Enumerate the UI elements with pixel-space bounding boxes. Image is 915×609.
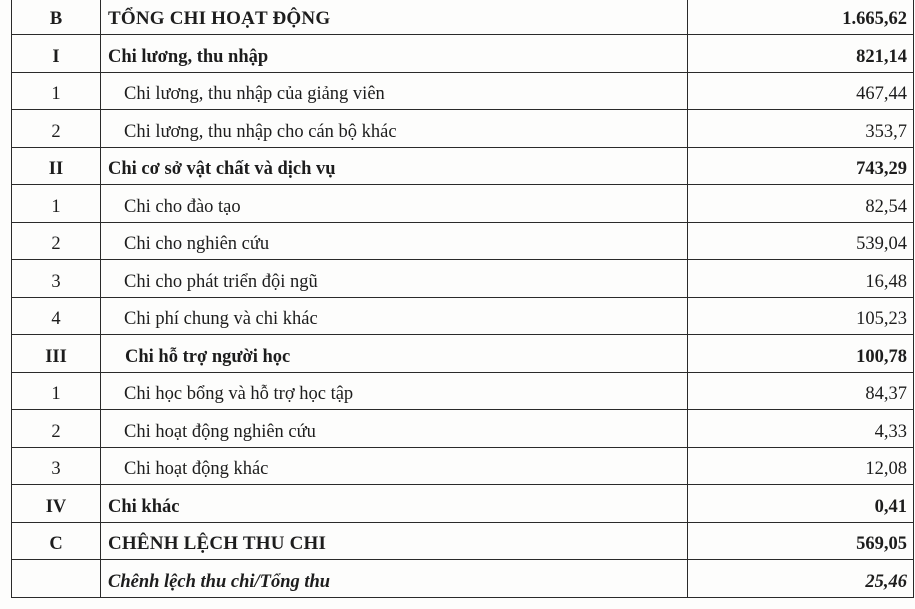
table-row-balance xyxy=(12,522,914,560)
row-value: 105,23 xyxy=(688,297,914,335)
table-row xyxy=(12,260,914,298)
row-number: C xyxy=(12,522,101,560)
table-row-section xyxy=(12,485,914,523)
table-row xyxy=(12,222,914,260)
table-row xyxy=(12,185,914,223)
row-label: Chi học bổng và hỗ trợ học tập xyxy=(101,372,688,410)
row-value: 539,04 xyxy=(688,222,914,260)
row-value: 743,29 xyxy=(688,147,914,185)
expense-table xyxy=(11,0,914,598)
row-label: TỔNG CHI HOẠT ĐỘNG xyxy=(101,0,688,35)
row-value: 84,37 xyxy=(688,372,914,410)
row-value: 353,7 xyxy=(688,110,914,148)
row-label: Chi cho phát triển đội ngũ xyxy=(101,260,688,298)
row-label: Chi hoạt động nghiên cứu xyxy=(101,410,688,448)
row-number: B xyxy=(12,0,101,35)
table-row xyxy=(12,110,914,148)
row-number: 2 xyxy=(12,110,101,148)
row-label: Chi cơ sở vật chất và dịch vụ xyxy=(101,147,688,185)
row-number: IV xyxy=(12,485,101,523)
row-number: 2 xyxy=(12,222,101,260)
row-label: CHÊNH LỆCH THU CHI xyxy=(101,522,688,560)
row-number: 3 xyxy=(12,260,101,298)
row-value: 569,05 xyxy=(688,522,914,560)
row-label: Chi hoạt động khác xyxy=(101,447,688,485)
table-row-total-expense xyxy=(12,0,914,35)
row-label: Chi cho nghiên cứu xyxy=(101,222,688,260)
row-value: 0,41 xyxy=(688,485,914,523)
row-value: 25,46 xyxy=(688,560,914,598)
row-value: 12,08 xyxy=(688,447,914,485)
row-value: 82,54 xyxy=(688,185,914,223)
table-row-ratio xyxy=(12,560,914,598)
row-label: Chi lương, thu nhập của giảng viên xyxy=(101,72,688,110)
row-label: Chi khác xyxy=(101,485,688,523)
row-label: Chi hỗ trợ người học xyxy=(101,335,688,373)
row-number: 2 xyxy=(12,410,101,448)
row-value: 16,48 xyxy=(688,260,914,298)
row-number: III xyxy=(12,335,101,373)
row-number: I xyxy=(12,35,101,73)
row-value: 821,14 xyxy=(688,35,914,73)
table-row xyxy=(12,72,914,110)
row-value: 100,78 xyxy=(688,335,914,373)
table-row xyxy=(12,447,914,485)
row-number xyxy=(12,560,101,598)
row-number: II xyxy=(12,147,101,185)
row-number: 3 xyxy=(12,447,101,485)
row-value: 1.665,62 xyxy=(688,0,914,35)
row-number: 1 xyxy=(12,372,101,410)
table-row xyxy=(12,410,914,448)
table-row-section xyxy=(12,35,914,73)
table-row xyxy=(12,297,914,335)
row-label: Chênh lệch thu chi/Tổng thu xyxy=(101,560,688,598)
table-row xyxy=(12,372,914,410)
table-row-section xyxy=(12,335,914,373)
row-number: 4 xyxy=(12,297,101,335)
table-row-section xyxy=(12,147,914,185)
row-value: 4,33 xyxy=(688,410,914,448)
row-value: 467,44 xyxy=(688,72,914,110)
row-label: Chi lương, thu nhập cho cán bộ khác xyxy=(101,110,688,148)
row-number: 1 xyxy=(12,72,101,110)
row-number: 1 xyxy=(12,185,101,223)
row-label: Chi phí chung và chi khác xyxy=(101,297,688,335)
row-label: Chi cho đào tạo xyxy=(101,185,688,223)
row-label: Chi lương, thu nhập xyxy=(101,35,688,73)
